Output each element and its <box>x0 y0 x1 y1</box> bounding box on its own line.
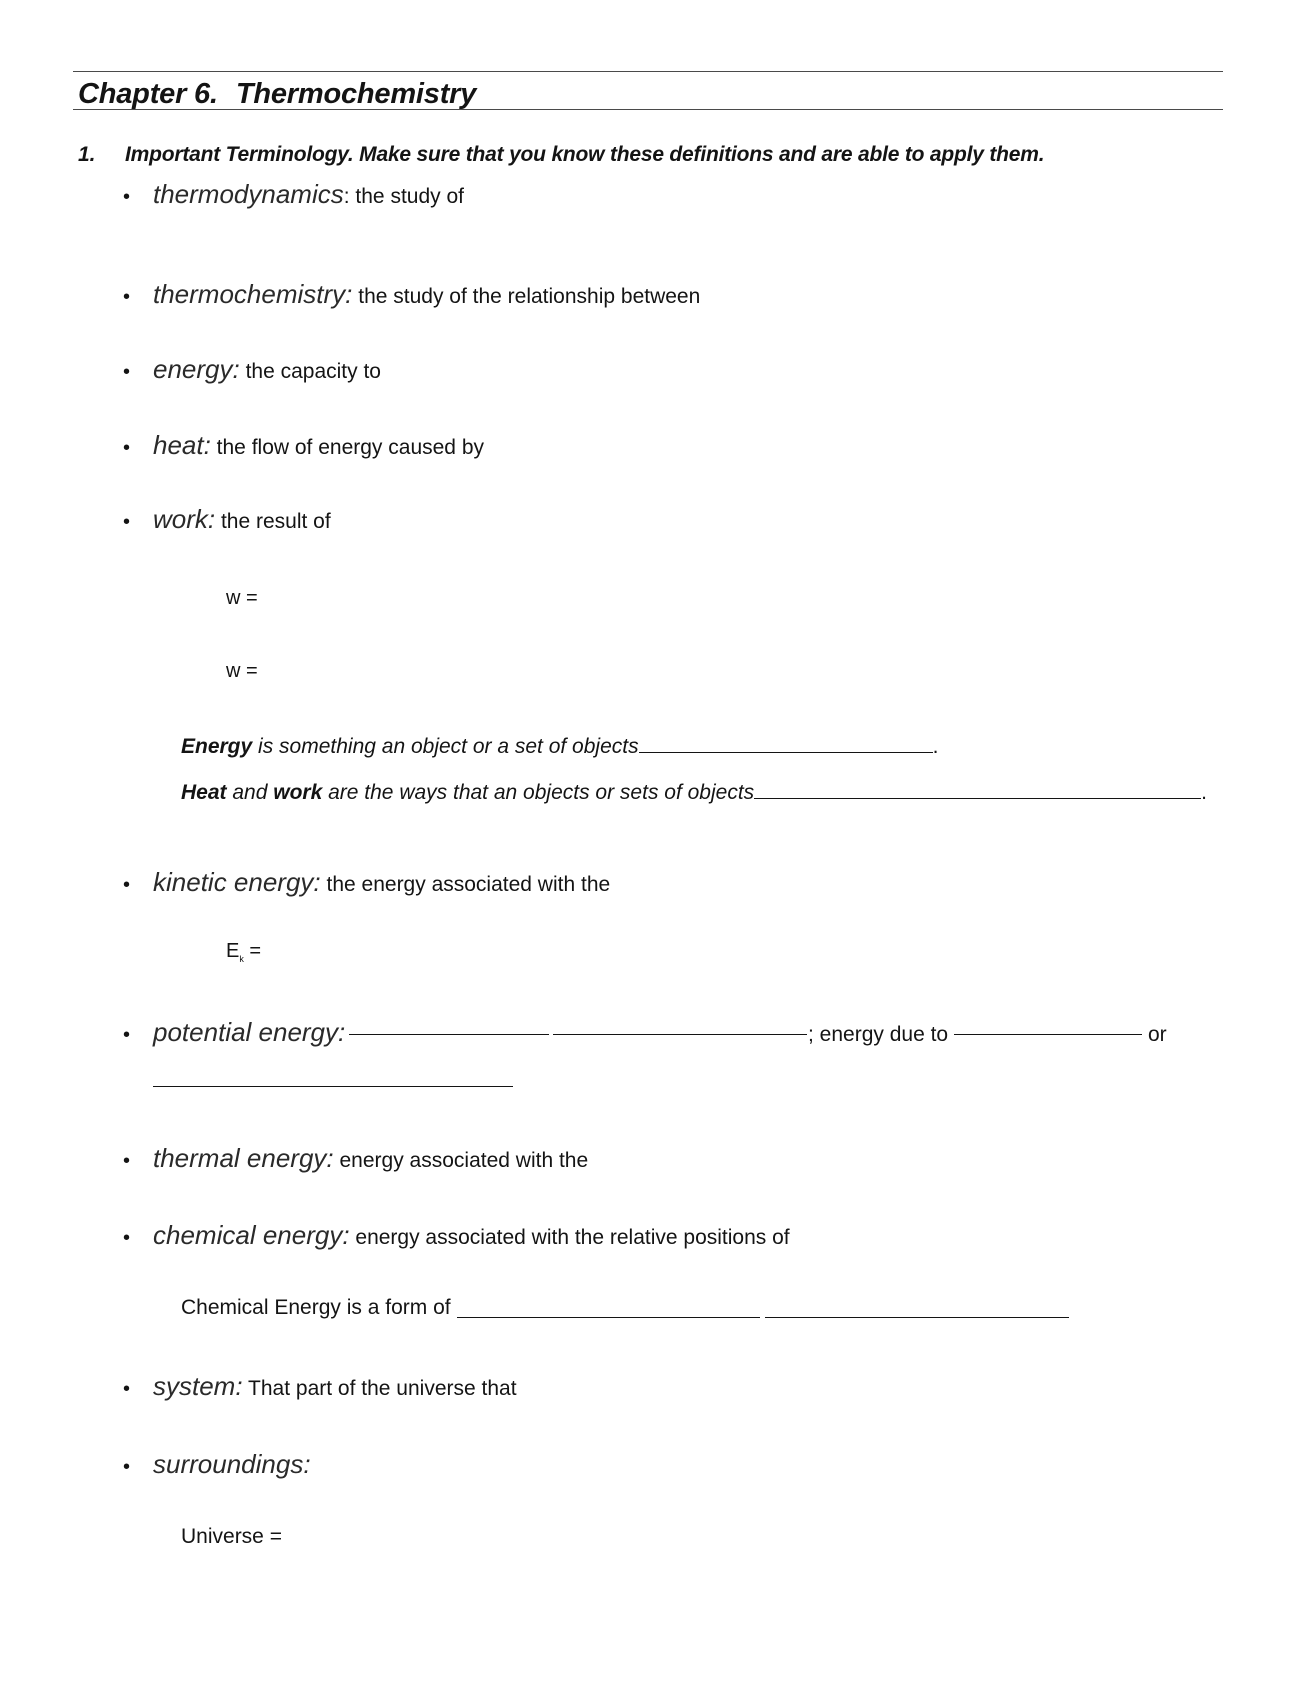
term-label: thermal energy: <box>153 1143 334 1173</box>
question-number: 1. <box>78 143 96 166</box>
bullet-marker: • <box>123 186 131 208</box>
bullet-marker: • <box>123 1378 131 1400</box>
term-potential-energy <box>153 1017 345 1048</box>
chapter-name: Thermochemistry <box>235 78 477 110</box>
term-definition: the result of <box>220 510 331 533</box>
bullet-marker: • <box>123 1024 131 1046</box>
term-chemical-energy <box>153 1220 790 1251</box>
term-work <box>153 504 331 535</box>
term-thermochemistry <box>153 279 700 310</box>
ek-symbol: E <box>226 940 240 962</box>
fill-in-blank[interactable] <box>765 1317 1069 1318</box>
heat-work-statement <box>181 780 1207 805</box>
term-label: energy: <box>153 354 240 384</box>
fill-in-blank[interactable] <box>954 1034 1142 1035</box>
potential-energy-or-text: or <box>1148 1023 1167 1046</box>
term-definition: the capacity to <box>245 360 381 383</box>
term-definition: the study of <box>355 185 464 208</box>
kinetic-energy-formula <box>226 940 261 964</box>
term-label: work: <box>153 504 216 534</box>
fill-in-blank[interactable] <box>457 1317 760 1318</box>
statement-period: . <box>1201 781 1208 804</box>
bullet-marker: • <box>123 511 131 533</box>
term-energy <box>153 354 381 385</box>
potential-energy-mid-text: ; energy due to <box>808 1023 949 1046</box>
statement-period: . <box>932 735 939 758</box>
energy-statement-text: is something an object or a set of objects <box>252 735 639 758</box>
bullet-marker: • <box>123 1227 131 1249</box>
term-surroundings <box>153 1449 311 1480</box>
term-definition: the flow of energy caused by <box>216 436 485 459</box>
term-label: heat: <box>153 430 211 460</box>
chemical-energy-form-text: Chemical Energy is a form of <box>181 1296 451 1319</box>
fill-in-blank[interactable] <box>754 780 1201 799</box>
term-definition: That part of the universe that <box>248 1377 517 1400</box>
universe-formula: Universe = <box>181 1525 282 1548</box>
term-definition: energy associated with the relative positions of <box>355 1226 790 1249</box>
work-bold: work <box>273 781 323 804</box>
equals-sign: = <box>249 940 262 962</box>
term-label: chemical energy: <box>153 1220 350 1250</box>
header-bottom-rule <box>73 109 1223 110</box>
bullet-marker: • <box>123 437 131 459</box>
work-formula-1: w = <box>226 587 258 609</box>
term-definition: energy associated with the <box>339 1149 589 1172</box>
term-label: surroundings: <box>153 1449 311 1479</box>
fill-in-blank[interactable] <box>349 1034 549 1035</box>
energy-statement <box>181 734 938 759</box>
chapter-label: Chapter 6. <box>78 78 218 110</box>
question-text: Important Terminology. Make sure that you know these definitions and are able to apply them. <box>125 143 1045 166</box>
bullet-marker: • <box>123 286 131 308</box>
heat-bold: Heat <box>181 781 227 804</box>
term-label: thermodynamics <box>153 179 344 209</box>
bullet-marker: • <box>123 361 131 383</box>
work-formula-2: w = <box>226 660 258 682</box>
term-label: system: <box>153 1371 243 1401</box>
term-colon: : <box>343 185 350 208</box>
bullet-marker: • <box>123 1456 131 1478</box>
term-label: thermochemistry: <box>153 279 353 309</box>
term-kinetic-energy <box>153 867 610 898</box>
term-definition: the study of the relationship between <box>358 285 701 308</box>
term-system <box>153 1371 517 1402</box>
term-thermodynamics <box>153 179 464 210</box>
ek-subscript: k <box>239 954 244 964</box>
heat-work-statement-text: are the ways that an objects or sets of objects <box>322 781 755 804</box>
term-label: potential energy: <box>153 1017 346 1047</box>
chapter-title <box>78 78 476 111</box>
term-thermal-energy <box>153 1143 588 1174</box>
fill-in-blank[interactable] <box>153 1086 513 1087</box>
term-definition: the energy associated with the <box>326 873 611 896</box>
energy-bold: Energy <box>181 735 253 758</box>
term-heat <box>153 430 484 461</box>
fill-in-blank[interactable] <box>639 734 933 753</box>
term-label: kinetic energy: <box>153 867 321 897</box>
fill-in-blank[interactable] <box>553 1034 807 1035</box>
bullet-marker: • <box>123 1150 131 1172</box>
header-top-rule <box>73 71 1223 72</box>
and-text: and <box>226 781 274 804</box>
bullet-marker: • <box>123 874 131 896</box>
